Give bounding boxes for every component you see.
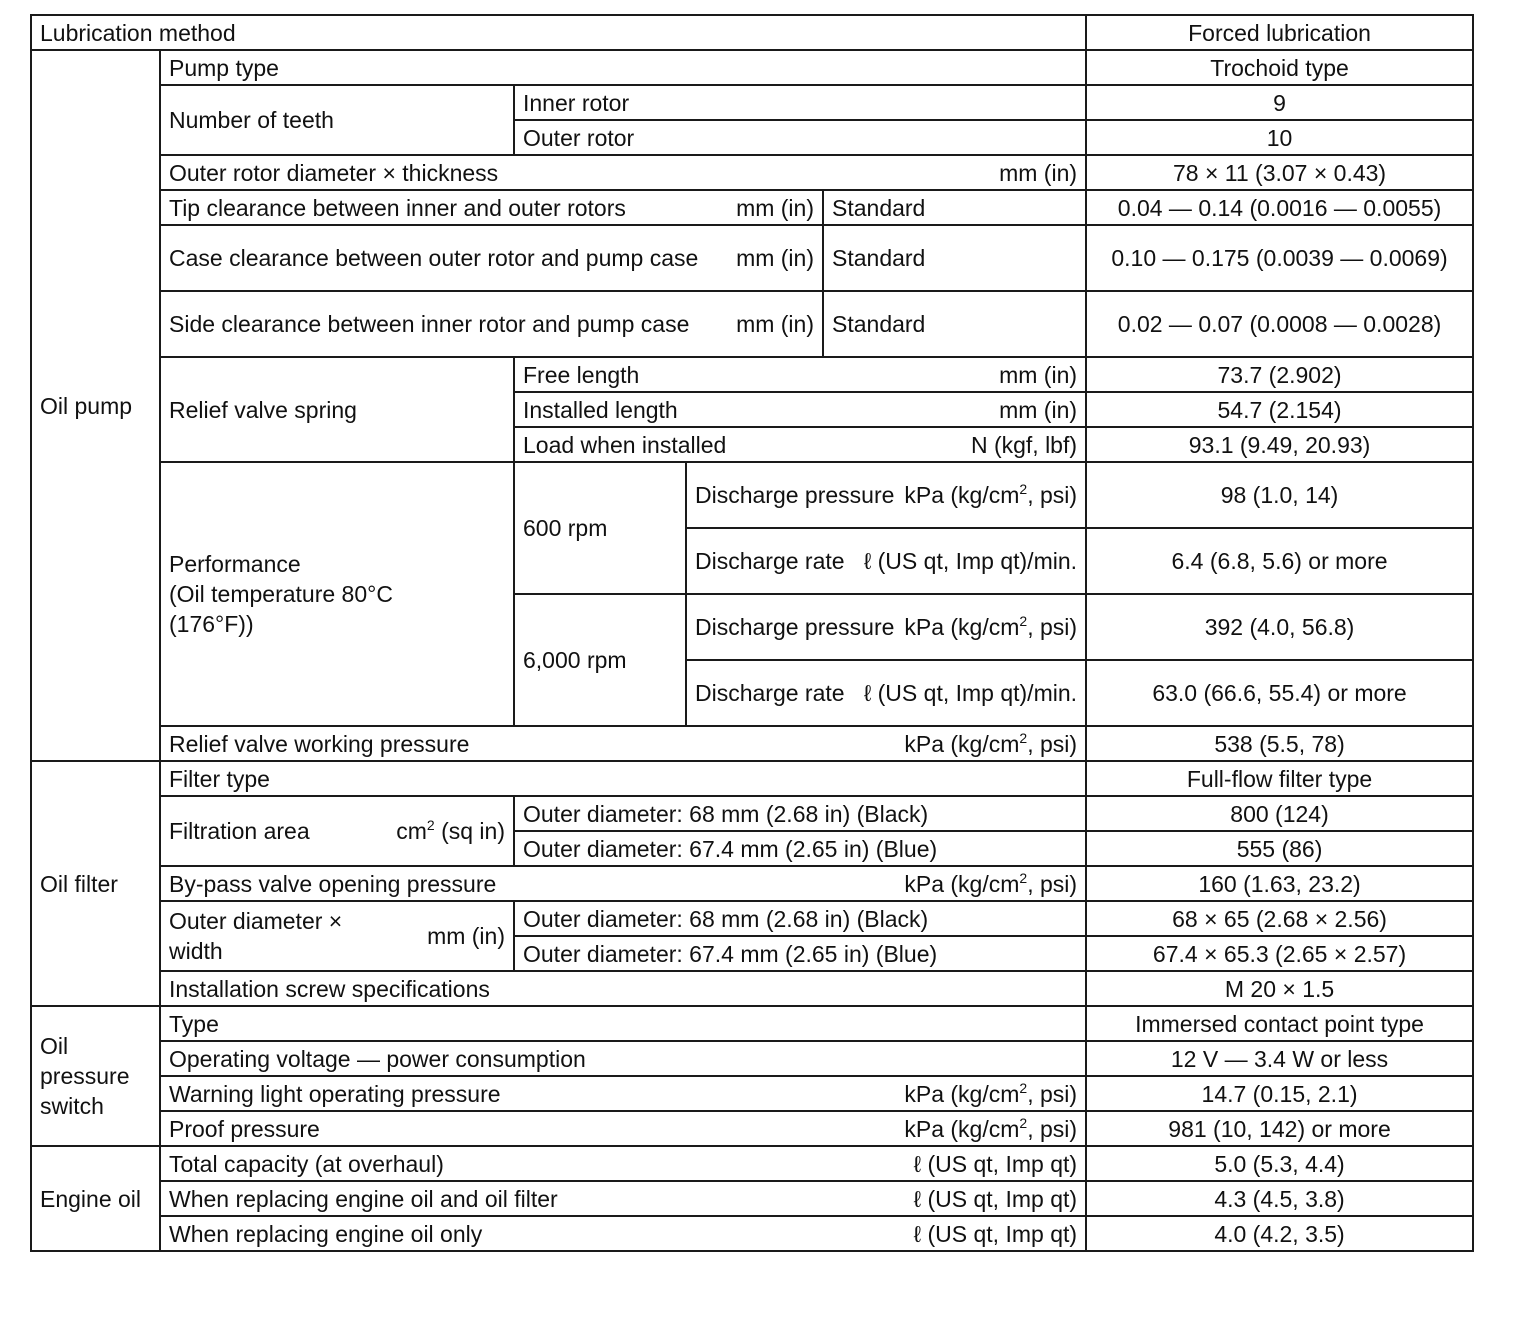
tip-clearance-unit: mm (in) [736,194,814,221]
side-clearance-standard: Standard [823,291,1086,357]
tip-clearance-row [31,190,1473,225]
perf-600-pressure-unit: kPa ($kg/cm^2$, psi) [904,481,1078,508]
perf-600-pressure-value: 98 (1.0, 14) [1086,462,1473,528]
screw-row [31,971,1473,1006]
switch-warning-label: Warning light operating pressure [169,1080,501,1107]
perf-600-rate-cell [686,528,1086,594]
spring-installed-length-unit: mm (in) [999,396,1078,423]
switch-type-label: Type [160,1006,1086,1041]
lubrication-spec-table [30,14,1474,1252]
performance-label [160,462,514,726]
tip-clearance-value: 0.04 — 0.14 (0.0016 — 0.0055) [1086,190,1473,225]
bypass-unit: kPa ($kg/cm^2$, psi) [904,869,1078,897]
spring-free-length-row [31,357,1473,392]
relief-spring-label: Relief valve spring [160,357,514,462]
switch-voltage-value: 12 V — 3.4 W or less [1086,1041,1473,1076]
engine-oil-total-cell [160,1146,1086,1181]
teeth-label: Number of teeth [160,85,514,155]
lubrication-method-row [31,15,1473,50]
switch-warning-unit: kPa ($kg/cm^2$, psi) [904,1079,1078,1107]
oil-pressure-switch-section: Oil pressure switch [31,1006,160,1146]
perf-6000-rate-value: 63.0 (66.6, 55.4) or more [1086,660,1473,726]
engine-oil-filter-cell [160,1181,1086,1216]
inner-rotor-row [31,85,1473,120]
side-clearance-value: 0.02 — 0.07 (0.0008 — 0.0028) [1086,291,1473,357]
switch-type-row [31,1006,1473,1041]
side-clearance-row [31,291,1473,357]
filter-type-label: Filter type [160,761,1086,796]
spring-load-cell [514,427,1086,462]
perf-600-pressure-row [31,462,1473,528]
switch-warning-cell [160,1076,1086,1111]
switch-voltage-row [31,1041,1473,1076]
perf-600-pressure-cell [686,462,1086,528]
bypass-label: By-pass valve opening pressure [169,870,497,897]
outer-dim-black-row [31,901,1473,936]
side-clearance-unit: mm (in) [736,311,814,337]
outer-dim-label: Outer diameter × width [169,908,343,964]
spring-load-label: Load when installed [523,431,727,458]
pump-type-value: Trochoid type [1086,50,1473,85]
filter-type-row [31,761,1473,796]
engine-oil-filter-label: When replacing engine oil and oil filter [169,1185,558,1212]
oil-pump-section: Oil pump [31,50,160,761]
engine-oil-total-unit: ℓ (US qt, Imp qt) [913,1150,1078,1177]
engine-oil-filter-unit: ℓ (US qt, Imp qt) [913,1185,1078,1212]
spring-installed-length-value: 54.7 (2.154) [1086,392,1473,427]
filtration-blue-label: Outer diameter: 67.4 mm (2.65 in) (Blue) [514,831,1086,866]
filter-type-value: Full-flow filter type [1086,761,1473,796]
outer-rotor-size-value: 78 × 11 (3.07 × 0.43) [1086,155,1473,190]
perf-600-rate-unit: ℓ (US qt, Imp qt)/min. [863,548,1078,574]
relief-pressure-label: Relief valve working pressure [169,730,470,757]
spring-installed-length-label: Installed length [523,396,678,423]
case-clearance-value: 0.10 — 0.175 (0.0039 — 0.0069) [1086,225,1473,291]
inner-rotor-value: 9 [1086,85,1473,120]
oil-filter-section: Oil filter [31,761,160,1006]
tip-clearance-cell [160,190,823,225]
switch-warning-row [31,1076,1473,1111]
outer-rotor-size-unit: mm (in) [999,159,1078,186]
filtration-black-row [31,796,1473,831]
side-clearance-label: Side clearance between inner rotor and pump case [169,311,690,337]
rpm-6000-label: 6,000 rpm [514,594,686,726]
lubrication-method-value: Forced lubrication [1086,15,1473,50]
engine-oil-only-cell [160,1216,1086,1251]
filtration-black-value: 800 (124) [1086,796,1473,831]
outer-rotor-value: 10 [1086,120,1473,155]
switch-proof-label: Proof pressure [169,1115,320,1142]
perf-6000-pressure-cell [686,594,1086,660]
relief-pressure-value: 538 (5.5, 78) [1086,726,1473,761]
screw-value: M 20 × 1.5 [1086,971,1473,1006]
relief-pressure-cell [160,726,1086,761]
engine-oil-only-unit: ℓ (US qt, Imp qt) [913,1220,1078,1247]
spring-load-value: 93.1 (9.49, 20.93) [1086,427,1473,462]
spring-installed-length-cell [514,392,1086,427]
case-clearance-cell [160,225,823,291]
pump-type-label: Pump type [160,50,1086,85]
spring-load-unit: N (kgf, lbf) [970,431,1078,458]
switch-warning-value: 14.7 (0.15, 2.1) [1086,1076,1473,1111]
switch-proof-cell [160,1111,1086,1146]
filtration-area-unit: $cm^2$ (sq in) [396,817,505,844]
engine-oil-section: Engine oil [31,1146,160,1251]
filtration-area-label: Filtration area [169,818,310,844]
switch-proof-unit: kPa ($kg/cm^2$, psi) [904,1114,1078,1142]
engine-oil-total-label: Total capacity (at overhaul) [169,1150,444,1177]
bypass-value: 160 (1.63, 23.2) [1086,866,1473,901]
switch-proof-row [31,1111,1473,1146]
spring-free-length-value: 73.7 (2.902) [1086,357,1473,392]
outer-dim-blue-label: Outer diameter: 67.4 mm (2.65 in) (Blue) [514,936,1086,971]
outer-rotor-size-cell [160,155,1086,190]
outer-dim-cell [160,901,514,971]
bypass-row [31,866,1473,901]
bypass-cell [160,866,1086,901]
inner-rotor-label: Inner rotor [514,85,1086,120]
case-clearance-unit: mm (in) [736,245,814,271]
spring-free-length-unit: mm (in) [999,361,1078,388]
engine-oil-filter-row [31,1181,1473,1216]
engine-oil-only-label: When replacing engine oil only [169,1220,483,1247]
performance-line1: Performance [169,551,301,577]
perf-6000-pressure-label: Discharge pressure [695,614,895,640]
engine-oil-only-value: 4.0 (4.2, 3.5) [1086,1216,1473,1251]
performance-line2: (Oil temperature 80°C [169,581,393,607]
tip-clearance-label: Tip clearance between inner and outer rotors [169,194,626,221]
screw-label: Installation screw specifications [160,971,1086,1006]
perf-600-pressure-label: Discharge pressure [695,482,895,508]
perf-6000-pressure-unit: kPa ($kg/cm^2$, psi) [904,613,1078,640]
side-clearance-cell [160,291,823,357]
engine-oil-total-value: 5.0 (5.3, 4.4) [1086,1146,1473,1181]
spring-free-length-cell [514,357,1086,392]
pump-type-row [31,50,1473,85]
outer-rotor-label: Outer rotor [514,120,1086,155]
perf-6000-rate-unit: ℓ (US qt, Imp qt)/min. [863,680,1078,706]
outer-dim-black-label: Outer diameter: 68 mm (2.68 in) (Black) [514,901,1086,936]
case-clearance-label: Case clearance between outer rotor and pump case [169,245,699,271]
filtration-black-label: Outer diameter: 68 mm (2.68 in) (Black) [514,796,1086,831]
tip-clearance-standard: Standard [823,190,1086,225]
lubrication-method-label: Lubrication method [31,15,1086,50]
switch-proof-value: 981 (10, 142) or more [1086,1111,1473,1146]
perf-6000-rate-cell [686,660,1086,726]
rpm-600-label: 600 rpm [514,462,686,594]
switch-type-value: Immersed contact point type [1086,1006,1473,1041]
engine-oil-filter-value: 4.3 (4.5, 3.8) [1086,1181,1473,1216]
perf-6000-pressure-value: 392 (4.0, 56.8) [1086,594,1473,660]
relief-pressure-unit: kPa ($kg/cm^2$, psi) [904,729,1078,757]
engine-oil-only-row [31,1216,1473,1251]
spring-free-length-label: Free length [523,361,640,388]
outer-rotor-size-row [31,155,1473,190]
outer-rotor-size-label: Outer rotor diameter × thickness [169,159,499,186]
case-clearance-standard: Standard [823,225,1086,291]
filtration-blue-value: 555 (86) [1086,831,1473,866]
performance-line3: (176°F)) [169,611,254,637]
perf-6000-rate-label: Discharge rate [695,680,845,706]
outer-dim-unit: mm (in) [427,923,505,949]
switch-voltage-label: Operating voltage — power consumption [160,1041,1086,1076]
outer-dim-blue-value: 67.4 × 65.3 (2.65 × 2.57) [1086,936,1473,971]
relief-pressure-row [31,726,1473,761]
filtration-area-cell [160,796,514,866]
perf-600-rate-value: 6.4 (6.8, 5.6) or more [1086,528,1473,594]
perf-600-rate-label: Discharge rate [695,548,845,574]
case-clearance-row [31,225,1473,291]
engine-oil-total-row [31,1146,1473,1181]
outer-dim-black-value: 68 × 65 (2.68 × 2.56) [1086,901,1473,936]
